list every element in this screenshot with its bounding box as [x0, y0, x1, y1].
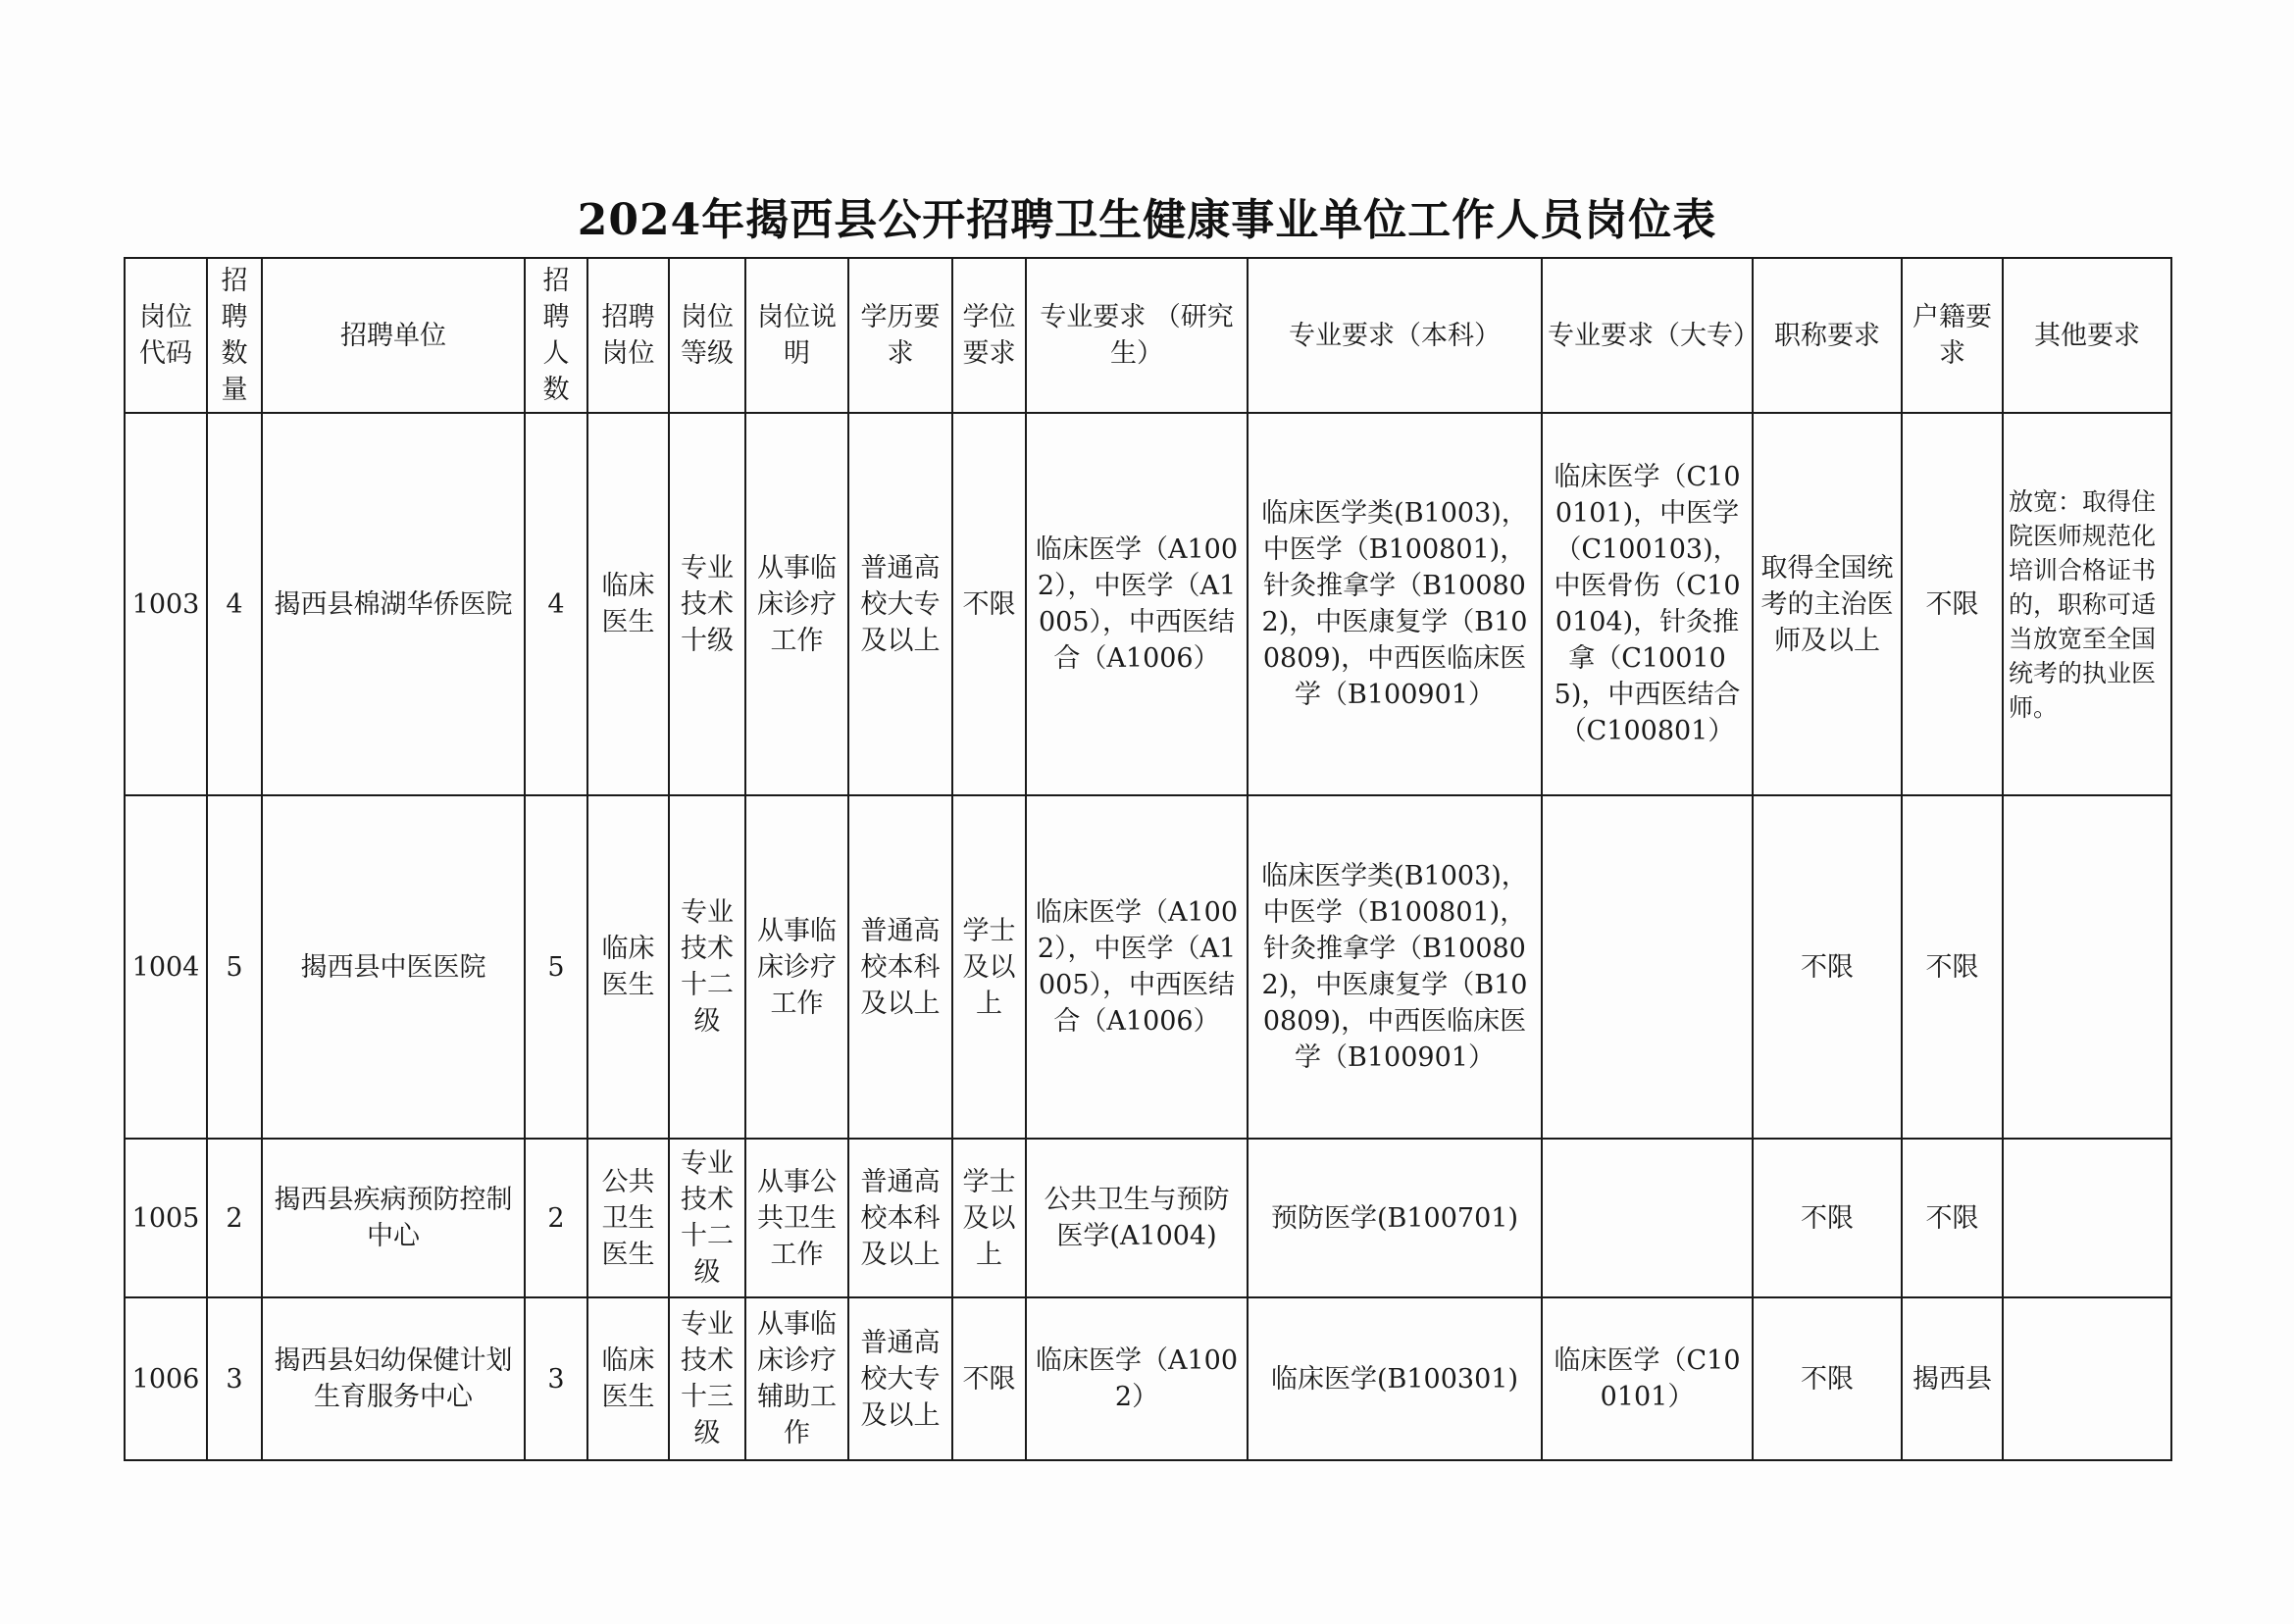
cell-education: 普通高校大专及以上: [848, 413, 952, 795]
header-hukou: 户籍要求: [1902, 258, 2003, 413]
cell-code: 1005: [125, 1139, 207, 1297]
cell-major-college: [1542, 795, 1753, 1139]
cell-degree: 不限: [952, 413, 1026, 795]
cell-unit: 揭西县疾病预防控制中心: [262, 1139, 525, 1297]
table-header-row: [125, 258, 2171, 413]
cell-headcount: 4: [525, 413, 587, 795]
cell-education: 普通高校本科及以上: [848, 1139, 952, 1297]
cell-position: 临床医生: [587, 795, 669, 1139]
cell-position: 临床医生: [587, 1297, 669, 1460]
cell-title-req: 不限: [1753, 795, 1902, 1139]
header-description: 岗位说明: [745, 258, 848, 413]
cell-code: 1004: [125, 795, 207, 1139]
header-grade: 岗位等级: [669, 258, 745, 413]
cell-hukou: 不限: [1902, 795, 2003, 1139]
cell-major-graduate: 公共卫生与预防医学(A1004): [1026, 1139, 1248, 1297]
cell-grade: 专业技术十级: [669, 413, 745, 795]
cell-title-req: 不限: [1753, 1139, 1902, 1297]
table-row: [125, 1139, 2171, 1297]
header-headcount: 招聘人数: [525, 258, 587, 413]
cell-code: 1003: [125, 413, 207, 795]
header-other: 其他要求: [2003, 258, 2171, 413]
header-position: 招聘岗位: [587, 258, 669, 413]
table-row: [125, 413, 2171, 795]
cell-position: 公共卫生医生: [587, 1139, 669, 1297]
cell-headcount: 2: [525, 1139, 587, 1297]
table-row: [125, 1297, 2171, 1460]
cell-description: 从事临床诊疗辅助工作: [745, 1297, 848, 1460]
cell-education: 普通高校本科及以上: [848, 795, 952, 1139]
cell-title-req: 取得全国统考的主治医师及以上: [1753, 413, 1902, 795]
cell-code: 1006: [125, 1297, 207, 1460]
cell-other: 放宽：取得住院医师规范化培训合格证书的，职称可适当放宽至全国统考的执业医师。: [2003, 413, 2171, 795]
header-degree: 学位要求: [952, 258, 1026, 413]
cell-major-college: [1542, 1139, 1753, 1297]
cell-major-college: 临床医学（C100101）: [1542, 1297, 1753, 1460]
cell-grade: 专业技术十二级: [669, 1139, 745, 1297]
cell-quota: 5: [207, 795, 262, 1139]
table-row: [125, 795, 2171, 1139]
cell-description: 从事公共卫生工作: [745, 1139, 848, 1297]
cell-major-graduate: 临床医学（A1002）: [1026, 1297, 1248, 1460]
cell-description: 从事临床诊疗工作: [745, 795, 848, 1139]
cell-hukou: 不限: [1902, 413, 2003, 795]
header-major-graduate: 专业要求 （研究生）: [1026, 258, 1248, 413]
cell-title-req: 不限: [1753, 1297, 1902, 1460]
cell-major-bachelor: 临床医学类(B1003)，中医学（B100801)，针灸推拿学（B100802)，中医康复学（B100809)，中西医临床医学（B100901）: [1248, 413, 1542, 795]
cell-grade: 专业技术十二级: [669, 795, 745, 1139]
cell-position: 临床医生: [587, 413, 669, 795]
cell-unit: 揭西县妇幼保健计划生育服务中心: [262, 1297, 525, 1460]
cell-other: [2003, 1139, 2171, 1297]
cell-major-graduate: 临床医学（A1002），中医学（A1005），中西医结合（A1006）: [1026, 413, 1248, 795]
cell-major-bachelor: 临床医学(B100301): [1248, 1297, 1542, 1460]
header-unit: 招聘单位: [262, 258, 525, 413]
cell-major-bachelor: 预防医学(B100701): [1248, 1139, 1542, 1297]
cell-degree: 不限: [952, 1297, 1026, 1460]
cell-quota: 2: [207, 1139, 262, 1297]
header-code: 岗位代码: [125, 258, 207, 413]
cell-hukou: 揭西县: [1902, 1297, 2003, 1460]
cell-hukou: 不限: [1902, 1139, 2003, 1297]
cell-major-bachelor: 临床医学类(B1003)，中医学（B100801)，针灸推拿学（B100802)，中医康复学（B100809)，中西医临床医学（B100901）: [1248, 795, 1542, 1139]
cell-other: [2003, 1297, 2171, 1460]
header-quota: 招聘数量: [207, 258, 262, 413]
header-major-college: 专业要求（大专）: [1542, 258, 1753, 413]
cell-quota: 3: [207, 1297, 262, 1460]
cell-education: 普通高校大专及以上: [848, 1297, 952, 1460]
cell-grade: 专业技术十三级: [669, 1297, 745, 1460]
cell-degree: 学士及以上: [952, 795, 1026, 1139]
cell-unit: 揭西县中医医院: [262, 795, 525, 1139]
header-major-bachelor: 专业要求（本科）: [1248, 258, 1542, 413]
cell-major-graduate: 临床医学（A1002），中医学（A1005），中西医结合（A1006）: [1026, 795, 1248, 1139]
cell-degree: 学士及以上: [952, 1139, 1026, 1297]
header-title-req: 职称要求: [1753, 258, 1902, 413]
job-positions-table: [124, 257, 2172, 1461]
cell-quota: 4: [207, 413, 262, 795]
cell-description: 从事临床诊疗工作: [745, 413, 848, 795]
cell-major-college: 临床医学（C100101)，中医学（C100103)，中医骨伤（C100104)，针灸推拿（C100105)，中西医结合（C100801）: [1542, 413, 1753, 795]
page-title: 2024年揭西县公开招聘卫生健康事业单位工作人员岗位表: [577, 195, 1717, 245]
cell-headcount: 3: [525, 1297, 587, 1460]
header-education: 学历要求: [848, 258, 952, 413]
cell-unit: 揭西县棉湖华侨医院: [262, 413, 525, 795]
cell-headcount: 5: [525, 795, 587, 1139]
cell-other: [2003, 795, 2171, 1139]
